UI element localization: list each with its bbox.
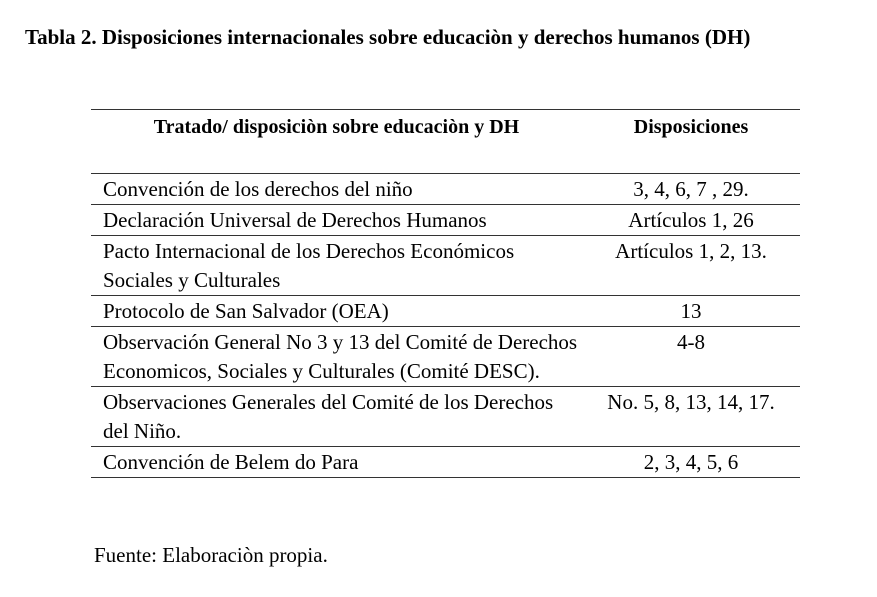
cell-tratado: Protocolo de San Salvador (OEA) — [91, 296, 582, 327]
table-title: Tabla 2. Disposiciones internacionales sobre educaciòn y derechos humanos (DH) — [25, 25, 751, 49]
table-row — [91, 236, 800, 296]
cell-disposiciones: Artículos 1, 26 — [582, 205, 800, 236]
cell-tratado: Declaración Universal de Derechos Humanos — [91, 205, 582, 236]
treaties-table — [91, 109, 800, 478]
table-header-row — [91, 110, 800, 174]
cell-tratado: Observaciones Generales del Comité de los Derechos del Niño. — [91, 387, 582, 447]
table-row — [91, 174, 800, 205]
cell-disposiciones: Artículos 1, 2, 13. — [582, 236, 800, 296]
cell-disposiciones: 13 — [582, 296, 800, 327]
table-row — [91, 387, 800, 447]
cell-disposiciones: 3, 4, 6, 7 , 29. — [582, 174, 800, 205]
table-row — [91, 296, 800, 327]
cell-tratado: Pacto Internacional de los Derechos Económicos Sociales y Culturales — [91, 236, 582, 296]
cell-disposiciones: 2, 3, 4, 5, 6 — [582, 447, 800, 478]
cell-disposiciones: No. 5, 8, 13, 14, 17. — [582, 387, 800, 447]
cell-tratado: Convención de Belem do Para — [91, 447, 582, 478]
treaties-table-container — [91, 109, 800, 478]
header-disposiciones: Disposiciones — [582, 110, 800, 174]
cell-disposiciones: 4-8 — [582, 327, 800, 387]
table-row — [91, 447, 800, 478]
table-row — [91, 327, 800, 387]
source-note: Fuente: Elaboraciòn propia. — [94, 543, 328, 567]
table-row — [91, 205, 800, 236]
cell-tratado: Observación General No 3 y 13 del Comité de Derechos Economicos, Sociales y Culturales (Comité DESC). — [91, 327, 582, 387]
header-tratado: Tratado/ disposiciòn sobre educaciòn y DH — [91, 110, 582, 174]
cell-tratado: Convención de los derechos del niño — [91, 174, 582, 205]
